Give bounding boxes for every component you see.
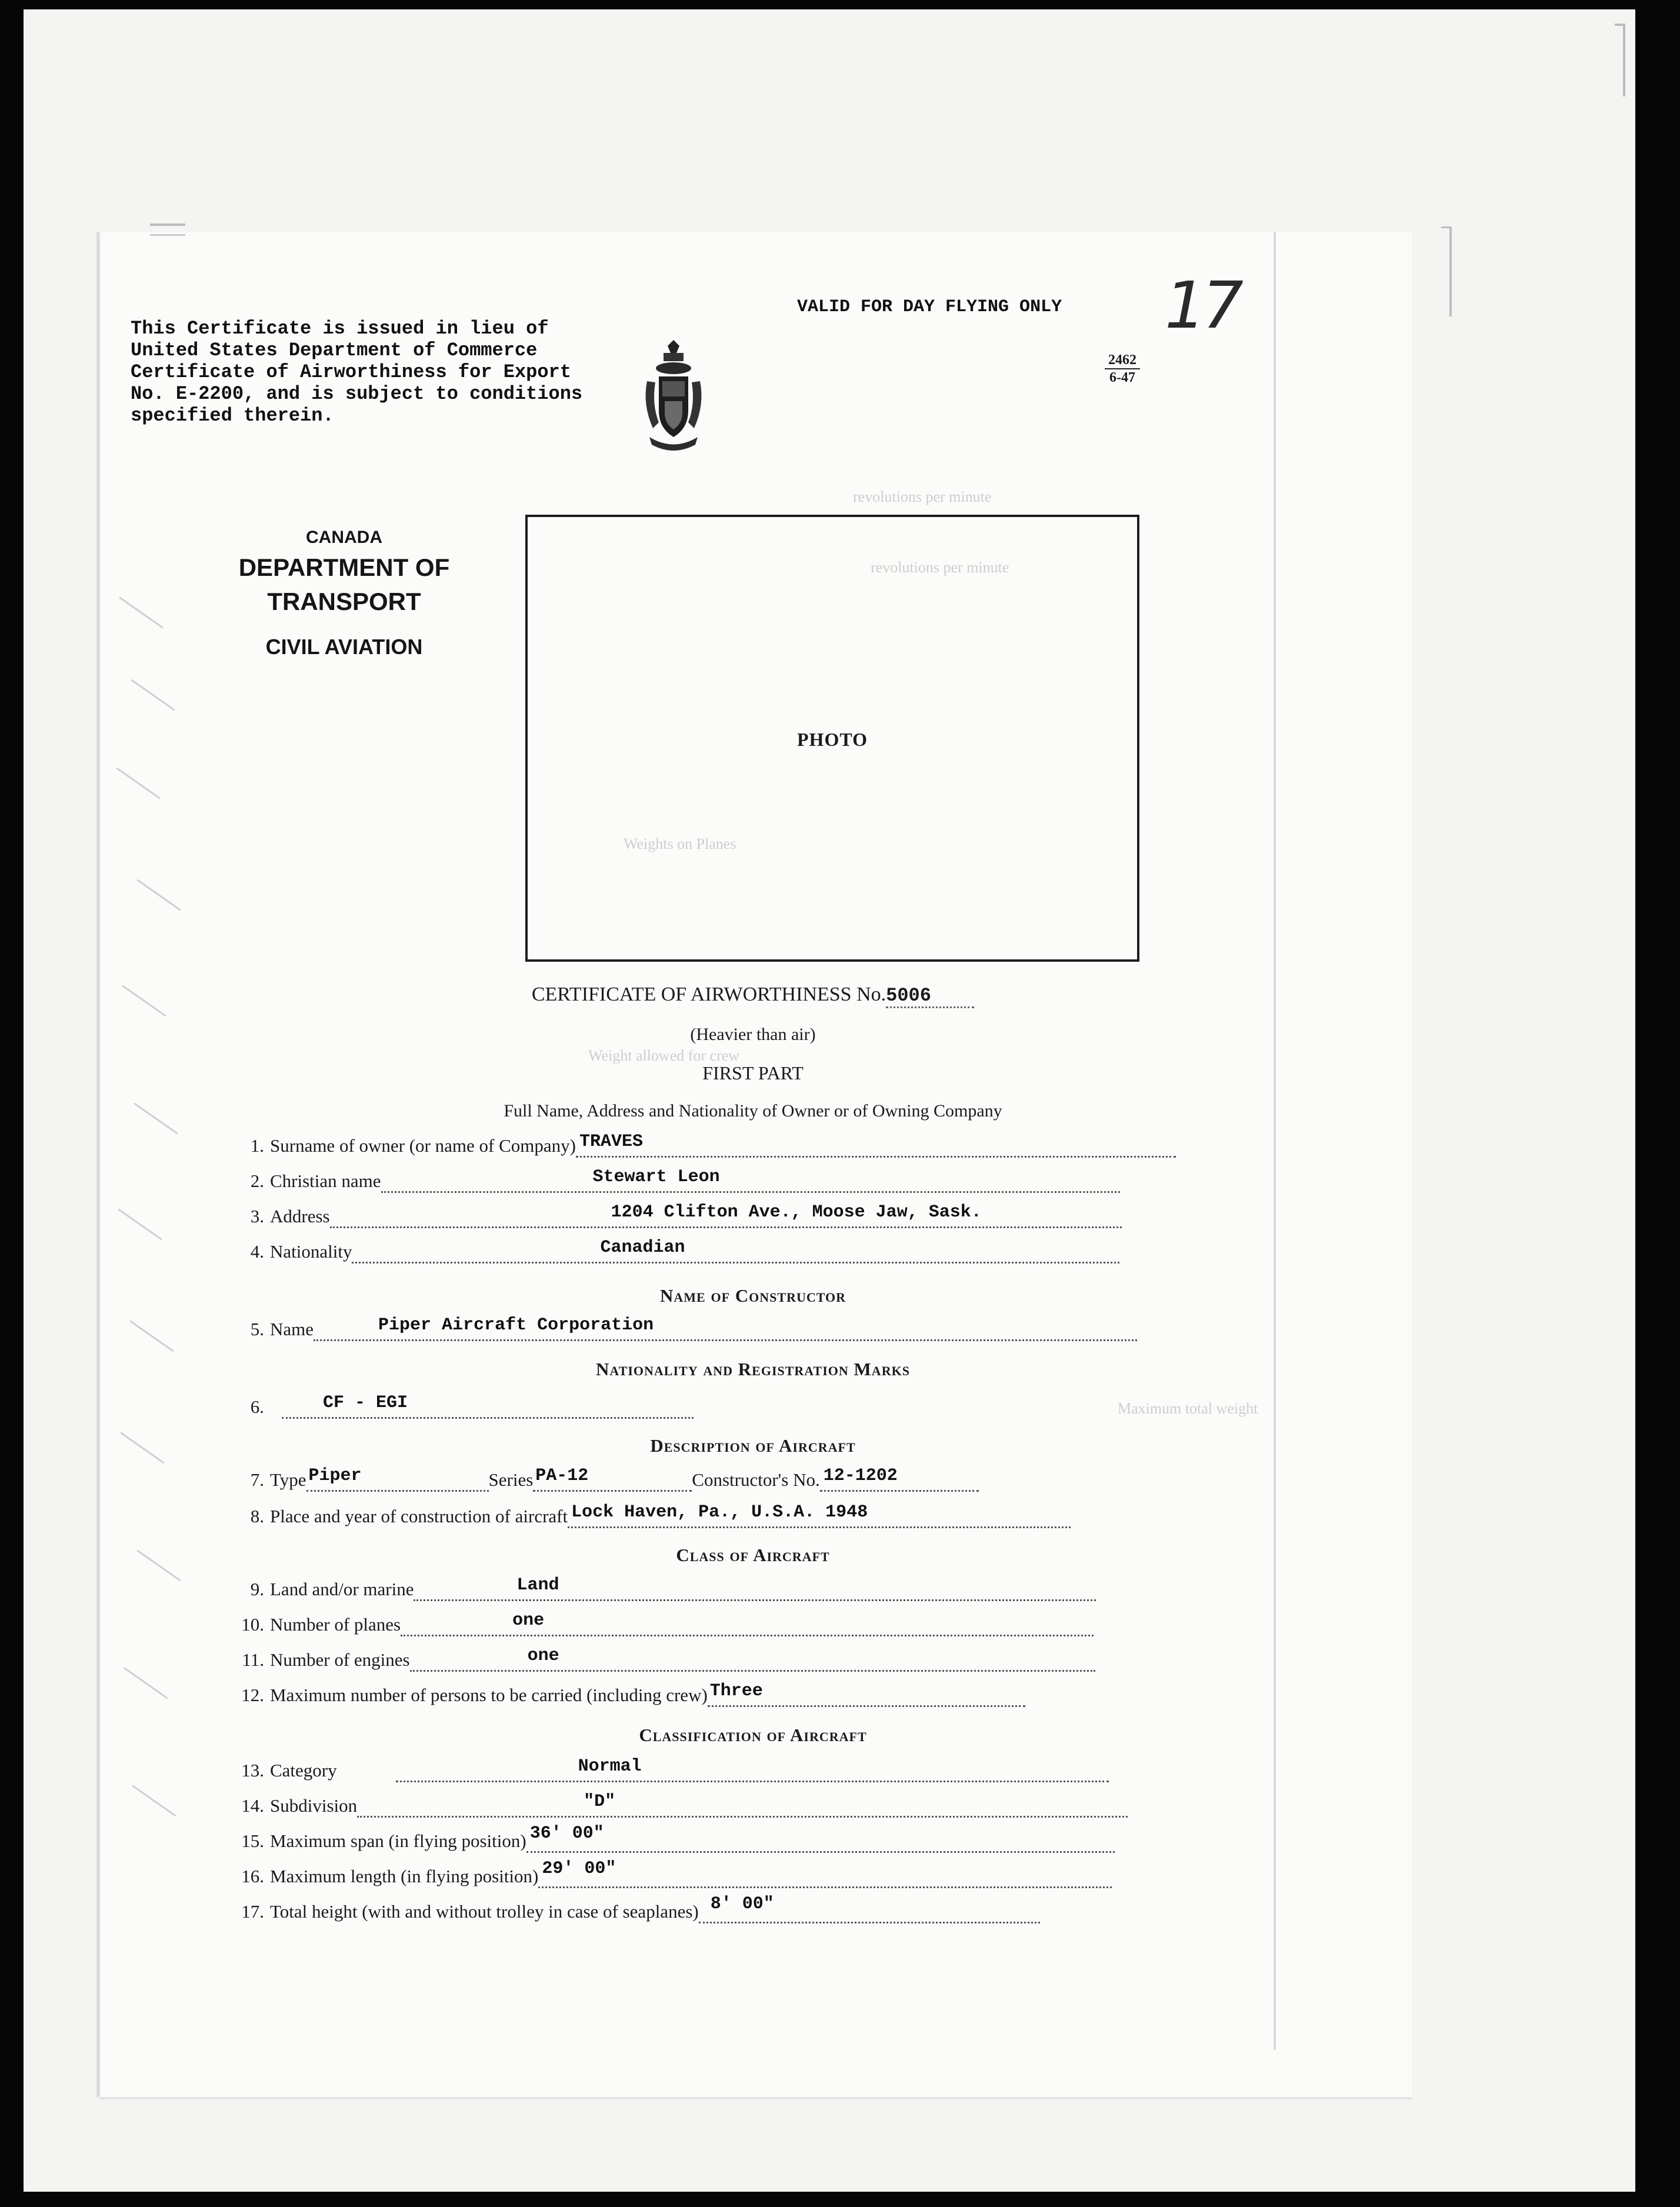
- country-label: CANADA: [306, 528, 382, 547]
- field-label: Nationality: [270, 1241, 352, 1262]
- field-value: TRAVES: [579, 1132, 643, 1152]
- coat-of-arms-emblem: [641, 340, 706, 455]
- field-christian-name: [231, 1169, 1120, 1193]
- field-value: one: [512, 1611, 545, 1631]
- series-value: PA-12: [535, 1466, 589, 1486]
- field-value: 8' 00": [710, 1894, 774, 1914]
- owner-section-heading: Full Name, Address and Nationality of Owner or of Owning Company: [504, 1101, 1002, 1121]
- field-value: Land: [516, 1575, 559, 1595]
- field-number: 4.: [250, 1241, 264, 1262]
- field-number: 16.: [241, 1866, 264, 1886]
- field-number: 14.: [241, 1795, 264, 1816]
- field-registration-marks: [231, 1395, 694, 1419]
- field-number-of-planes: [231, 1613, 1094, 1636]
- constructor-number-label: Constructor's No.: [692, 1469, 820, 1490]
- field-number: 7.: [250, 1469, 264, 1490]
- field-label: Maximum number of persons to be carried (including crew): [270, 1685, 708, 1705]
- field-label: Number of engines: [270, 1649, 410, 1670]
- field-number: 11.: [242, 1649, 264, 1670]
- field-label: Land and/or marine: [270, 1579, 414, 1599]
- field-number: 9.: [250, 1579, 264, 1599]
- field-number-of-engines: [231, 1648, 1095, 1672]
- series-label: Series: [488, 1469, 534, 1490]
- field-max-span: [231, 1823, 1115, 1853]
- field-label: Number of planes: [270, 1614, 401, 1635]
- bleed-through-text: Weight allowed for crew: [588, 1047, 740, 1064]
- field-number: 12.: [241, 1685, 264, 1705]
- scan-streaks: [109, 588, 297, 1941]
- field-number: 10.: [241, 1614, 264, 1635]
- branch-label: CIVIL AVIATION: [265, 635, 423, 659]
- field-value: "D": [584, 1792, 616, 1812]
- field-value: Stewart Leon: [592, 1167, 720, 1187]
- field-value: Piper Aircraft Corporation: [378, 1315, 654, 1335]
- field-label: Name: [270, 1319, 314, 1339]
- photo-label: PHOTO: [797, 729, 868, 750]
- field-label: Maximum length (in flying position): [270, 1866, 539, 1886]
- field-subdivision: [231, 1794, 1128, 1818]
- field-address: [231, 1202, 1122, 1228]
- bleed-through-text: revolutions per minute: [871, 559, 1009, 576]
- description-heading: Description of Aircraft: [650, 1435, 856, 1456]
- field-label: Address: [270, 1206, 330, 1226]
- field-label: Subdivision: [270, 1795, 358, 1816]
- part-title: FIRST PART: [702, 1062, 804, 1084]
- field-label: Total height (with and without trolley in case of seaplanes): [270, 1901, 699, 1922]
- page-edge-shadow: [1274, 232, 1276, 2050]
- field-total-height: [231, 1894, 1040, 1923]
- department-block: [212, 525, 476, 662]
- field-value: CF - EGI: [323, 1393, 408, 1413]
- nationality-marks-heading: Nationality and Registration Marks: [596, 1359, 910, 1379]
- field-number: 6.: [250, 1396, 264, 1417]
- field-number: 5.: [250, 1319, 264, 1339]
- staple-mark: [150, 224, 185, 236]
- field-value: Canadian: [600, 1238, 685, 1258]
- field-value: Lock Haven, Pa., U.S.A. 1948: [571, 1502, 868, 1522]
- form-number-top: 2462: [1105, 352, 1140, 369]
- field-value: Normal: [578, 1756, 642, 1776]
- constructor-heading: Name of Constructor: [660, 1285, 846, 1306]
- form-number-bottom: 6-47: [1109, 370, 1135, 385]
- field-max-persons: [231, 1683, 1025, 1707]
- certificate-title: [365, 984, 1141, 1008]
- class-heading: Class of Aircraft: [676, 1545, 830, 1565]
- field-number: 8.: [250, 1506, 264, 1526]
- bleed-through-text: Weights on Planes: [624, 835, 736, 852]
- field-value: 29' 00": [542, 1859, 616, 1879]
- bleed-through-text: Maximum total weight: [1118, 1400, 1258, 1417]
- field-label: Maximum span (in flying position): [270, 1831, 526, 1851]
- field-constructor-name: [231, 1315, 1137, 1341]
- field-label: Category: [270, 1760, 337, 1781]
- form-number: [1105, 352, 1140, 386]
- constructor-number-value: 12-1202: [823, 1466, 898, 1486]
- field-category: [231, 1756, 1109, 1782]
- field-label: Type: [270, 1469, 306, 1490]
- certificate-number: 5006: [886, 985, 974, 1008]
- field-number: 13.: [241, 1760, 264, 1781]
- edge-bracket-mark: [1441, 226, 1452, 316]
- field-number: 3.: [250, 1206, 264, 1226]
- field-label: Surname of owner (or name of Company): [270, 1135, 576, 1156]
- page-number: 17: [1165, 268, 1240, 343]
- field-number: 2.: [250, 1171, 264, 1191]
- photo-box: [525, 515, 1139, 962]
- classification-heading: Classification of Aircraft: [639, 1725, 867, 1745]
- field-place-year-construction: [231, 1502, 1071, 1528]
- field-value: Three: [709, 1681, 763, 1701]
- certificate-subtitle: (Heavier than air): [690, 1025, 816, 1044]
- field-type-series-constructor: [231, 1468, 979, 1492]
- field-value: 36' 00": [529, 1823, 604, 1843]
- corner-bracket-mark: [1615, 24, 1625, 96]
- valid-for-day-flying: VALID FOR DAY FLYING ONLY: [797, 297, 1062, 317]
- field-value: 1204 Clifton Ave., Moose Jaw, Sask.: [611, 1202, 982, 1222]
- certificate-title-text: CERTIFICATE OF AIRWORTHINESS No.: [531, 984, 886, 1005]
- field-land-marine: [231, 1575, 1096, 1601]
- field-value: one: [527, 1646, 559, 1666]
- department-title: DEPARTMENT OF TRANSPORT: [238, 554, 450, 615]
- field-label: Christian name: [270, 1171, 381, 1191]
- field-number: 17.: [241, 1901, 264, 1922]
- field-value: Piper: [308, 1466, 362, 1486]
- field-owner-surname: [231, 1134, 1176, 1158]
- field-nationality: [231, 1240, 1119, 1263]
- field-max-length: [231, 1859, 1112, 1888]
- field-number: 1.: [250, 1135, 264, 1156]
- bleed-through-text: revolutions per minute: [853, 488, 992, 505]
- field-number: 15.: [241, 1831, 264, 1851]
- lieu-notice: This Certificate is issued in lieu of United States Department of Commerce Certificate of Airworthiness for Export No. E-2200, and is subject to conditions specified therein.: [131, 318, 583, 426]
- field-label: Place and year of construction of aircraft: [270, 1506, 568, 1526]
